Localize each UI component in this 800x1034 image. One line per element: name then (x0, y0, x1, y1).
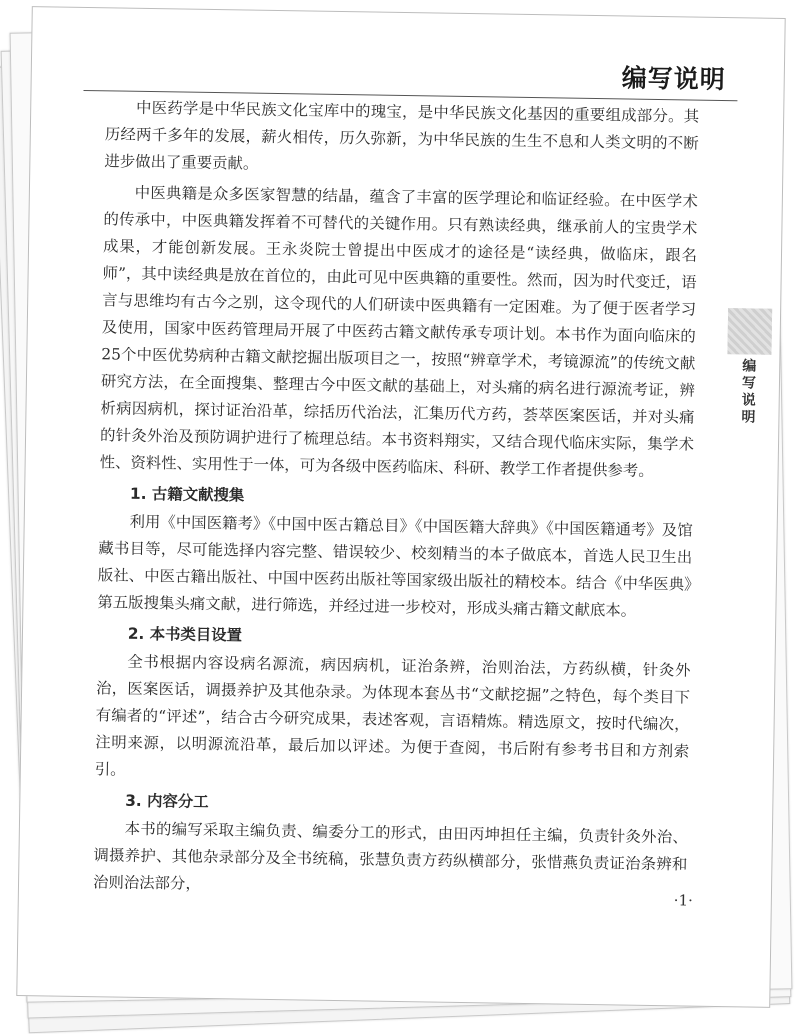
section-title-literature-collection: 1. 古籍文献搜集 (129, 484, 245, 505)
intro-paragraph-2: 中医典籍是众多医家智慧的结晶，蕴含了丰富的医学理论和临证经验。在中医学术的传承中，中医典籍发挥着不可替代的关键作用。只有熟读经典，继承前人的宝贵学术成果，才能创新发展。王永炎院士曾提出中医成才的途径是“读经典，做临床，跟名师”，其中读经典是放在首位的，由此可见中医典籍的重要性。然而，因为时代变迁，语言与思维均有古今之别，这令现代的人们研读中医典籍有一定困难。为了便于医者学习及使用，国家中医药管理局开展了中医药古籍文献传承专项计划。本书作为面向临床的25个中医优势病种古籍文献挖掘出版项目之一，按照“辨章学术，考镜源流”的传统文献研究方法，在全面搜集、整理古今中医文献的基础上，对头痛的病名进行源流考证，辨析病因病机，探讨证治沿革，综括历代治法，汇集历代方药，荟萃医案医话，并对头痛的针灸外治及预防调护进行了梳理总结。本书资料翔实，又结合现代临床实际，集学术性、资料性、实用性于一体，可为各级中医药临床、科研、教学工作者提供参考。 (99, 183, 698, 480)
page-content (93, 94, 700, 909)
section-text-content-division: 本书的编写采取主编负责、编委分工的形式，由田丙坤担任主编，负责针灸外治、调摄养护、其他杂录部分及全书统稿，张慧负责方药纵横部分，张惜燕负责证治条辨和治则治法部分， (92, 819, 688, 893)
section-text-category-setup: 全书根据内容设病名源流，病因病机，证治条辨，治则治法，方药纵横，针灸外治，医案医话，调摄养护及其他杂录。为体现本套丛书“文献挖掘”之特色，每个类目下有编者的“评述”，结合古今研究成果，表述客观，言语精炼。精选原文，按时代编次，注明来源，以明源流沿革，最后加以评述。为便于查阅，书后附有参考书目和方剂索引。 (94, 652, 691, 779)
page-title: 编写说明 (621, 63, 726, 95)
section-title-content-division: 3. 内容分工 (125, 791, 209, 812)
intro-paragraph-1: 中医药学是中华民族文化宝库中的瑰宝，是中华民族文化基因的重要组成部分。其历经两千多年的发展，薪火相传，历久弥新，为中华民族的生生不息和人类文明的不断进步做出了重要贡献。 (104, 98, 700, 173)
section-title-category-setup: 2. 本书类目设置 (127, 624, 243, 645)
page-number: ·1· (673, 891, 693, 910)
book-page (16, 6, 785, 1008)
side-section-label: 编写说明 (741, 358, 757, 426)
section-text-literature-collection: 利用《中国医籍考》《中国中医古籍总目》《中国医籍大辞典》《中国医籍通考》及馆藏书目等，尽可能选择内容完整、错误较少、校刻精当的本子做底本，首选人民卫生出版社、中医古籍出版社、中国中医药出版社等国家级出版社的精校本。结合《中华医典》第五版搜集头痛文献，进行筛选，并经过进一步校对，形成头痛古籍文献底本。 (97, 512, 693, 620)
side-tab-pattern (727, 308, 772, 355)
